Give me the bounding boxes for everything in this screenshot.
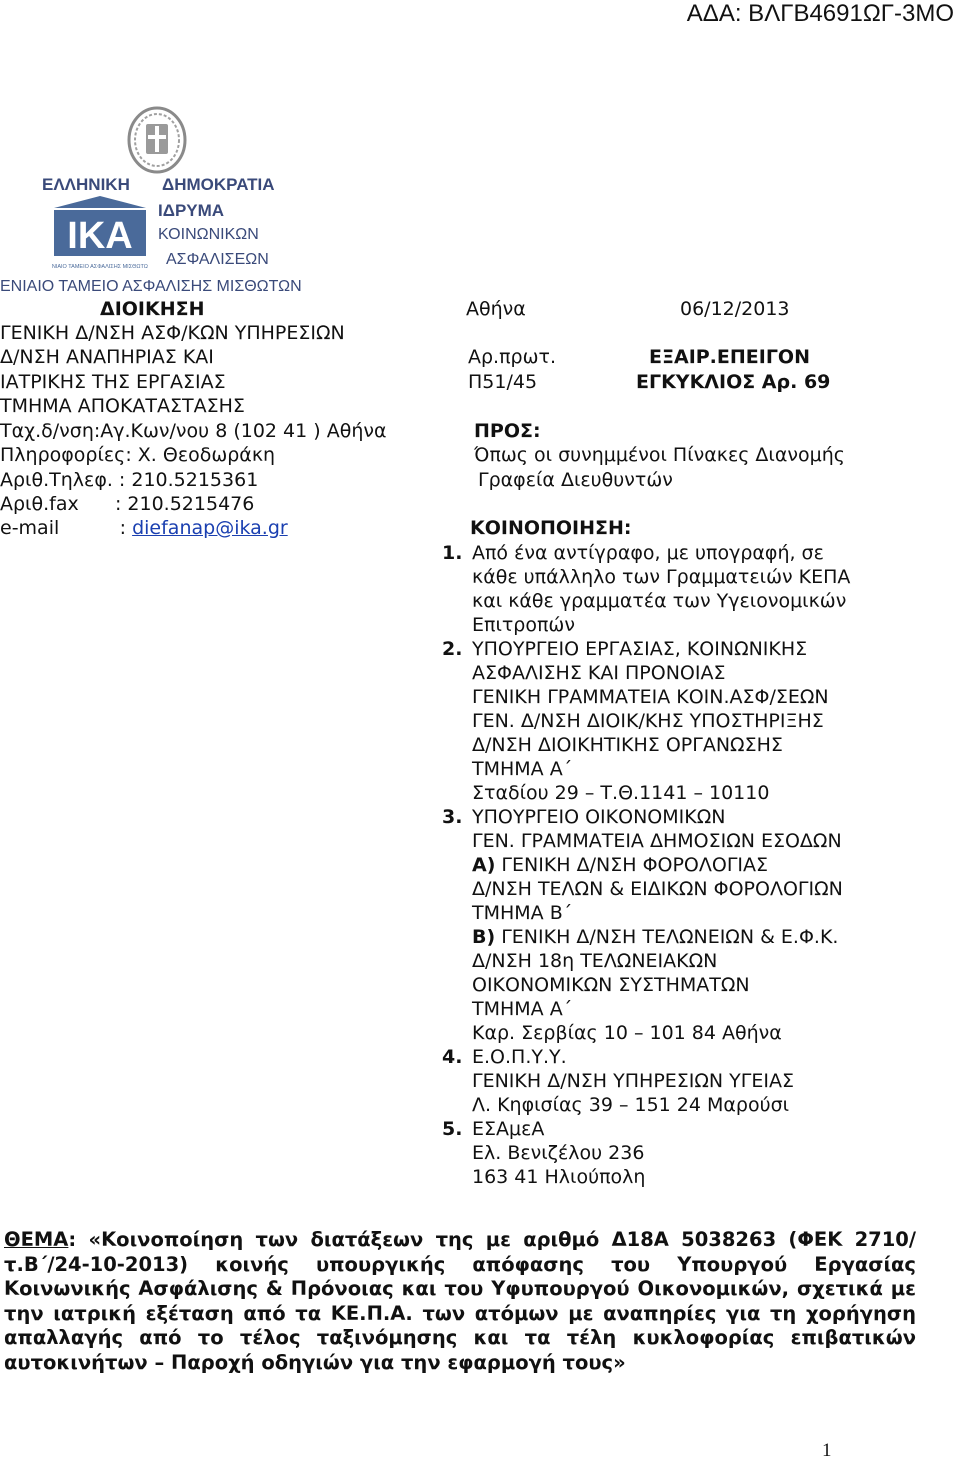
koin-line: ΟΙΚΟΝΟΜΙΚΩΝ ΣΥΣΤΗΜΑΤΩΝ	[472, 974, 750, 996]
koin-line: Επιτροπών	[472, 614, 575, 636]
koin-line: ΓΕΝ. ΓΡΑΜΜΑΤΕΙΑ ΔΗΜΟΣΙΩΝ ΕΣΟΔΩΝ	[472, 830, 842, 852]
meta-circular: ΕΓΚΥΚΛΙΟΣ Αρ. 69	[636, 371, 831, 393]
logo-koinonikon: ΚΟΙΝΩΝΙΚΩΝ	[158, 226, 259, 243]
pros-line-1: Όπως οι συνημμένοι Πίνακες Διανομής	[474, 444, 845, 466]
subject-paragraph	[4, 1228, 916, 1375]
page-number: 1	[822, 1440, 832, 1461]
meta-prot-label: Αρ.πρωτ.	[468, 346, 556, 368]
logo-hellenic: ΕΛΛΗΝΙΚΗ	[42, 175, 130, 194]
koin-line: ΓΕΝΙΚΗ Δ/ΝΣΗ ΥΠΗΡΕΣΙΩΝ ΥΓΕΙΑΣ	[472, 1070, 794, 1092]
sender-line-4: ΤΜΗΜΑ ΑΠΟΚΑΤΑΣΤΑΣΗΣ	[0, 395, 245, 417]
koinopoiisi-label: ΚΟΙΝΟΠΟΙΗΣΗ:	[470, 517, 632, 539]
ika-logo-text: ΙΚΑ	[67, 215, 133, 257]
koin-line: Σταδίου 29 – Τ.Θ.1141 – 10110	[472, 782, 770, 804]
subject-text: : «Κοινοποίηση των διατάξεων της με αριθμό Δ18Α 5038263 (ΦΕΚ 2710/τ.Β΄/24-10-2013) κοινής υπουργικής απόφασης του Υπουργού Εργασίας Κοινωνικής Ασφάλισης & Πρόνοιας και του Υφυπουργού Οικονομικών, σχετικά με την ιατρική εξέταση από τα ΚΕ.Π.Α. των ατόμων με αναπηρίες για τη χορήγηση απαλλαγής από το τέλος ταξινόμησης και τα τέλη κυκλοφορίας επιβατικών αυτοκινήτων – Παροχή οδηγιών για την εφαρμογή τους»	[4, 1228, 916, 1374]
logo-idryma: ΙΔΡΥΜΑ	[158, 201, 225, 220]
meta-city: Αθήνα	[466, 298, 526, 320]
sender-fax: Αριθ.fax : 210.5215476	[0, 493, 255, 515]
koinopoiisi-list	[442, 541, 850, 1189]
koin-line: 2. ΥΠΟΥΡΓΕΙΟ ΕΡΓΑΣΙΑΣ, ΚΟΙΝΩΝΙΚΗΣ	[442, 638, 808, 660]
koin-line: ΤΜΗΜΑ Β΄	[472, 902, 573, 924]
logo-dimokratia: ΔΗΜΟΚΡΑΤΙΑ	[162, 175, 275, 194]
sender-email-label: e-mail :	[0, 517, 133, 539]
koin-line: ΤΜΗΜΑ Α΄	[472, 758, 573, 780]
koin-line: Ελ. Βενιζέλου 236	[472, 1142, 645, 1164]
sender-line-2: Δ/ΝΣΗ ΑΝΑΠΗΡΙΑΣ ΚΑΙ	[0, 346, 214, 368]
koin-line: 5. ΕΣΑμεΑ	[442, 1118, 545, 1140]
sender-line-3: ΙΑΤΡΙΚΗΣ ΤΗΣ ΕΡΓΑΣΙΑΣ	[0, 371, 226, 393]
ika-logo-subtext: ΕΝΙΑΙΟ ΤΑΜΕΙΟ ΑΣΦΑΛΙΣΗΣ ΜΙΣΘΩΤΩΝ	[52, 264, 148, 270]
sender-email-link[interactable]: diefanap@ika.gr	[132, 517, 288, 539]
koin-line: Λ. Κηφισίας 39 – 151 24 Μαρούσι	[472, 1094, 790, 1116]
koin-line: 163 41 Ηλιούπολη	[472, 1166, 646, 1188]
koin-line: και κάθε γραμματέα των Υγειονομικών	[472, 590, 847, 612]
koin-line: Δ/ΝΣΗ ΤΕΛΩΝ & ΕΙΔΙΚΩΝ ΦΟΡΟΛΟΓΙΩΝ	[472, 878, 843, 900]
koin-line: ΤΜΗΜΑ Α΄	[472, 998, 573, 1020]
meta-prot-num: Π51/45	[468, 371, 538, 393]
koin-line: 3. ΥΠΟΥΡΓΕΙΟ ΟΙΚΟΝΟΜΙΚΩΝ	[442, 806, 726, 828]
meta-date: 06/12/2013	[680, 298, 790, 320]
pros-line-2: Γραφεία Διευθυντών	[478, 469, 673, 491]
ada-watermark: ΑΔΑ: ΒΛΓΒ4691ΩΓ-3ΜΟ	[686, 0, 954, 27]
greek-emblem-icon	[126, 106, 188, 178]
subject-label: ΘΕΜΑ	[4, 1228, 69, 1251]
pros-label: ΠΡΟΣ:	[474, 420, 541, 442]
koin-line: 1. Από ένα αντίγραφο, με υπογραφή, σε	[442, 542, 824, 564]
meta-urgent: ΕΞΑΙΡ.ΕΠΕΙΓΟΝ	[649, 346, 810, 368]
sender-address: Ταχ.δ/νση:Αγ.Κων/νου 8 (102 41 ) Αθήνα	[0, 420, 387, 442]
koin-line: ΓΕΝΙΚΗ ΓΡΑΜΜΑΤΕΙΑ ΚΟΙΝ.ΑΣΦ/ΣΕΩΝ	[472, 686, 829, 708]
koin-line: Δ/ΝΣΗ ΔΙΟΙΚΗΤΙΚΗΣ ΟΡΓΑΝΩΣΗΣ	[472, 734, 783, 756]
logo-etam: ΕΝΙΑΙΟ ΤΑΜΕΙΟ ΑΣΦΑΛΙΣΗΣ ΜΙΣΘΩΤΩΝ	[0, 278, 302, 295]
sender-line-1: ΓΕΝΙΚΗ Δ/ΝΣΗ ΑΣΦ/ΚΩΝ ΥΠΗΡΕΣΙΩΝ	[0, 322, 345, 344]
sender-email-row	[0, 516, 288, 540]
logo-asfaliseon: ΑΣΦΑΛΙΣΕΩΝ	[166, 251, 269, 268]
koin-line: Δ/ΝΣΗ 18η ΤΕΛΩΝΕΙΑΚΩΝ	[472, 950, 718, 972]
koin-line: ΑΣΦΑΛΙΣΗΣ ΚΑΙ ΠΡΟΝΟΙΑΣ	[472, 662, 726, 684]
koin-line: Β) ΓΕΝΙΚΗ Δ/ΝΣΗ ΤΕΛΩΝΕΙΩΝ & Ε.Φ.Κ.	[472, 926, 839, 948]
ika-logo	[52, 196, 148, 272]
sender-info: Πληροφορίες: Χ. Θεοδωράκη	[0, 444, 276, 466]
sender-dioikisi: ΔΙΟΙΚΗΣΗ	[100, 298, 205, 320]
koin-line: κάθε υπάλληλο των Γραμματειών ΚΕΠΑ	[472, 566, 851, 588]
koin-line: ΓΕΝ. Δ/ΝΣΗ ΔΙΟΙΚ/ΚΗΣ ΥΠΟΣΤΗΡΙΞΗΣ	[472, 710, 824, 732]
sender-phone: Αριθ.Τηλεφ. : 210.5215361	[0, 469, 259, 491]
koin-line: Α) ΓΕΝΙΚΗ Δ/ΝΣΗ ΦΟΡΟΛΟΓΙΑΣ	[472, 854, 769, 876]
koin-line: 4. Ε.Ο.Π.Υ.Υ.	[442, 1046, 567, 1068]
koin-line: Καρ. Σερβίας 10 – 101 84 Αθήνα	[472, 1022, 782, 1044]
